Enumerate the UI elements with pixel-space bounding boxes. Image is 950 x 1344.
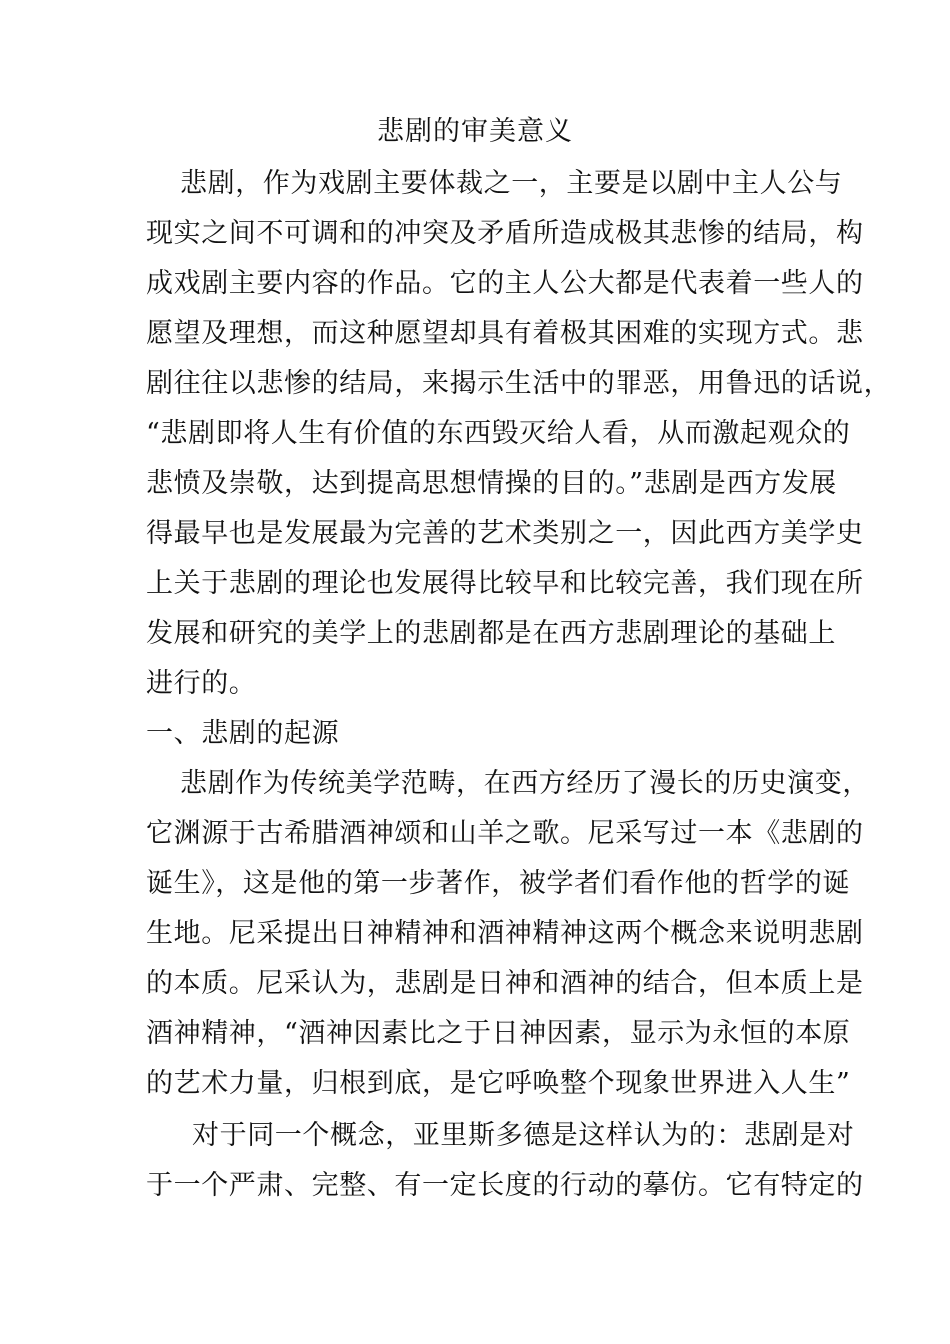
paragraph-3-line-2: 于一个严肃、完整、有一定长度的行动的摹仿。它有特定的 bbox=[146, 1170, 864, 1201]
document-title: 悲剧的审美意义 bbox=[377, 116, 573, 147]
paragraph-2-line-3: 诞生》，这是他的第一步著作，被学者们看作他的哲学的诞 bbox=[146, 868, 851, 899]
paragraph-1-line-6: “悲剧即将人生有价值的东西毁灭给人看，从而激起观众的 bbox=[146, 418, 851, 449]
paragraph-2-line-5: 的本质。尼采认为，悲剧是日神和酒神的结合，但本质上是 bbox=[146, 968, 864, 999]
paragraph-2-line-2: 它渊源于古希腊酒神颂和山羊之歌。尼采写过一本《悲剧的 bbox=[146, 818, 864, 849]
paragraph-2-line-4: 生地。尼采提出日神精神和酒神精神这两个概念来说明悲剧 bbox=[146, 918, 864, 949]
paragraph-1-line-4: 愿望及理想，而这种愿望却具有着极其困难的实现方式。悲 bbox=[146, 318, 864, 349]
paragraph-1-line-1: 悲剧，作为戏剧主要体裁之一，主要是以剧中主人公与 bbox=[180, 168, 843, 199]
paragraph-1-line-8: 得最早也是发展最为完善的艺术类别之一，因此西方美学史 bbox=[146, 518, 864, 549]
paragraph-2-line-6: 酒神精神，“酒神因素比之于日神因素，显示为永恒的本原 bbox=[146, 1018, 851, 1049]
paragraph-1-line-11: 进行的。 bbox=[146, 668, 257, 699]
paragraph-3-line-1: 对于同一个概念，亚里斯多德是这样认为的：悲剧是对 bbox=[192, 1120, 855, 1151]
paragraph-1-line-5: 剧往往以悲惨的结局，来揭示生活中的罪恶，用鲁迅的话说， bbox=[146, 368, 892, 399]
paragraph-2-line-7: 的艺术力量，归根到底，是它呼唤整个现象世界进入人生” bbox=[146, 1068, 851, 1099]
section-heading-origin: 一、悲剧的起源 bbox=[146, 718, 340, 749]
paragraph-1-line-3: 成戏剧主要内容的作品。它的主人公大都是代表着一些人的 bbox=[146, 268, 864, 299]
paragraph-1-line-9: 上关于悲剧的理论也发展得比较早和比较完善，我们现在所 bbox=[146, 568, 864, 599]
paragraph-1-line-10: 发展和研究的美学上的悲剧都是在西方悲剧理论的基础上 bbox=[146, 618, 836, 649]
paragraph-1-line-2: 现实之间不可调和的冲突及矛盾所造成极其悲惨的结局，构 bbox=[146, 218, 864, 249]
paragraph-2-line-1: 悲剧作为传统美学范畴，在西方经历了漫长的历史演变， bbox=[180, 768, 870, 799]
paragraph-1-line-7: 悲愤及崇敬，达到提高思想情操的目的。”悲剧是西方发展 bbox=[146, 468, 837, 499]
